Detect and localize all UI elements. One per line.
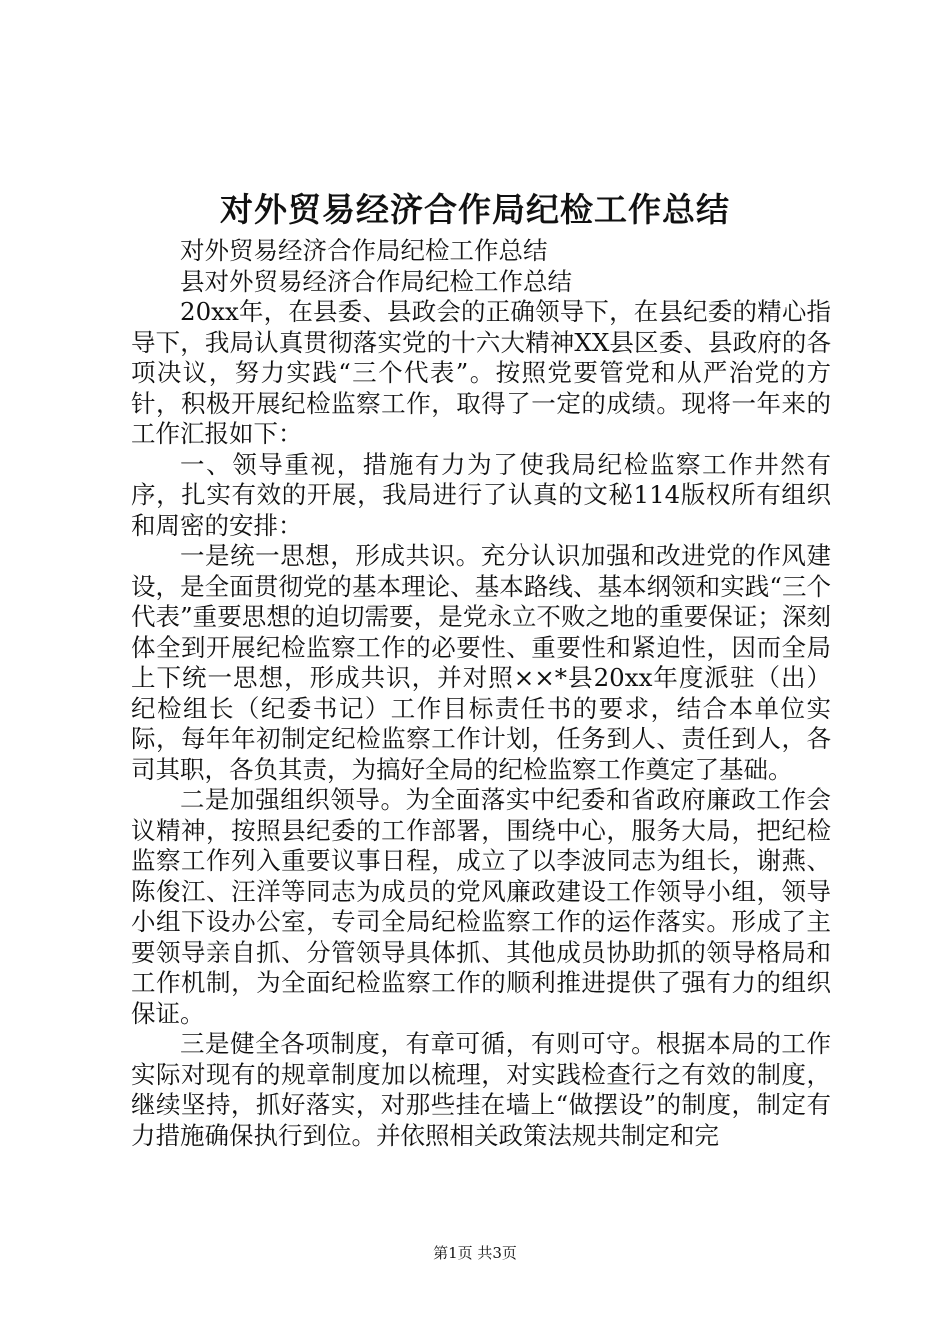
document-title: 对外贸易经济合作局纪检工作总结: [220, 190, 730, 229]
paragraph-section-one: 一、领导重视，措施有力为了使我局纪检监察工作井然有序，扎实有效的开展，我局进行了认真的文秘114版权所有组织和周密的安排：: [131, 449, 831, 540]
paragraph-subtitle: 对外贸易经济合作局纪检工作总结: [180, 236, 548, 265]
paragraph-subtitle-county: 县对外贸易经济合作局纪检工作总结: [180, 266, 572, 296]
page-number-footer: 第1页 共3页: [433, 1244, 517, 1262]
paragraph-point-two: 二是加强组织领导。为全面落实中纪委和省政府廉政工作会议精神，按照县纪委的工作部署，围绕中心，服务大局，把纪检监察工作列入重要议事日程，成立了以李波同志为组长，谢燕、陈俊江、汪洋等同志为成员的党风廉政建设工作领导小组，领导小组下设办公室，专司全局纪检监察工作的运作落实。形成了主要领导亲自抓、分管领导具体抓、其他成员协助抓的领导格局和工作机制，为全面纪检监察工作的顺利推进提供了强有力的组织保证。: [131, 785, 831, 1028]
paragraph-point-one: 一是统一思想，形成共识。充分认识加强和改进党的作风建设，是全面贯彻党的基本理论、基本路线、基本纲领和实践“三个代表”重要思想的迫切需要，是党永立不败之地的重要保证；深刻体全到开展纪检监察工作的必要性、重要性和紧迫性，因而全局上下统一思想，形成共识，并对照××*县20xx年度派驻（出）纪检组长（纪委书记）工作目标责任书的要求，结合本单位实际，每年年初制定纪检监察工作计划，任务到人、责任到人，各司其职，各负其责，为搞好全局的纪检监察工作奠定了基础。: [131, 541, 831, 784]
paragraph-intro: 20xx年，在县委、县政会的正确领导下，在县纪委的精心指导下，我局认真贯彻落实党的十六大精神XX县区委、县政府的各项决议，努力实践“三个代表”。按照党要管党和从严治党的方针，积极开展纪检监察工作，取得了一定的成绩。现将一年来的工作汇报如下：: [131, 297, 831, 448]
paragraph-point-three: 三是健全各项制度，有章可循，有则可守。根据本局的工作实际对现有的规章制度加以梳理，对实践检查行之有效的制度，继续坚持，抓好落实，对那些挂在墙上“做摆设”的制度，制定有力措施确保执行到位。并依照相关政策法规共制定和完: [131, 1029, 831, 1150]
document-body: [131, 236, 831, 1151]
